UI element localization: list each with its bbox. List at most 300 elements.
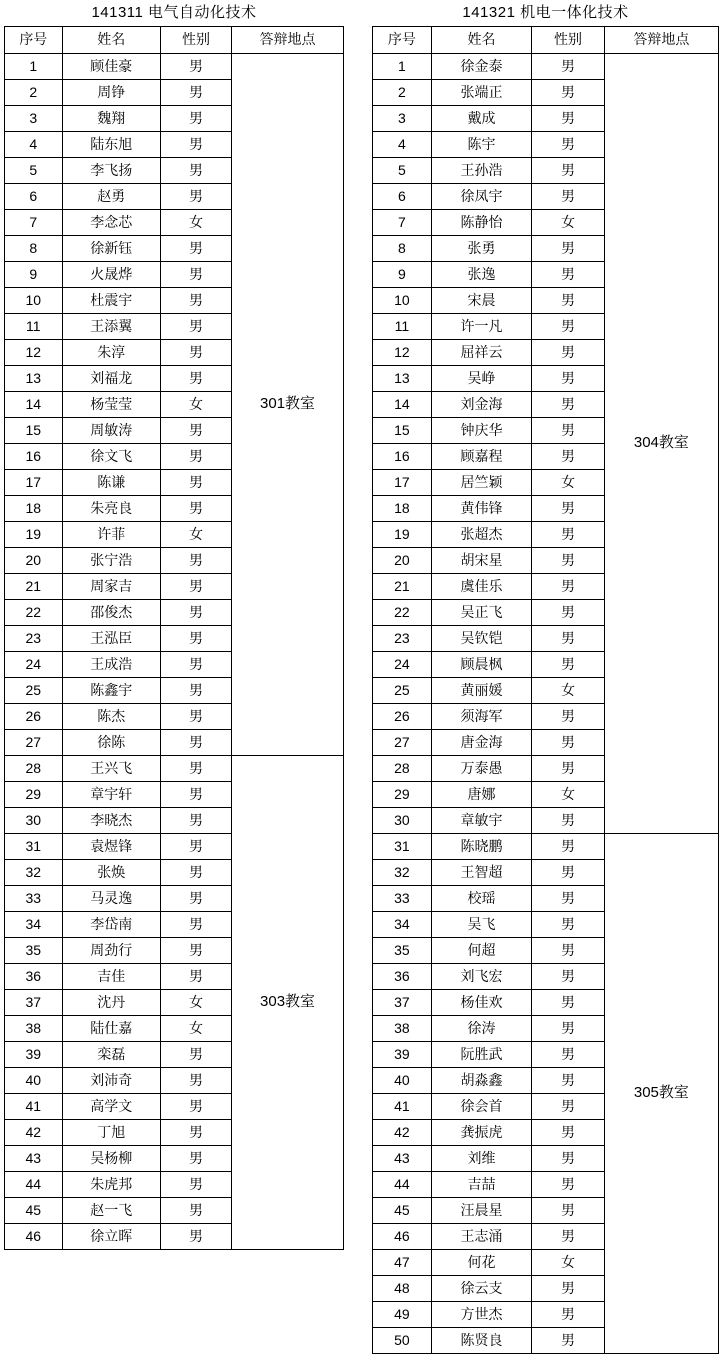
student-name: 杨莹莹 [62,392,160,418]
student-gender: 男 [160,418,231,444]
student-name: 何超 [431,938,531,964]
student-gender: 男 [160,366,231,392]
student-gender: 男 [160,782,231,808]
student-gender: 男 [160,548,231,574]
student-number: 25 [5,678,63,704]
student-number: 45 [5,1198,63,1224]
student-name: 徐金泰 [431,54,531,80]
student-name: 魏翔 [62,106,160,132]
student-name: 周铮 [62,80,160,106]
student-number: 13 [373,366,432,392]
student-number: 42 [5,1120,63,1146]
student-name: 刘福龙 [62,366,160,392]
student-number: 17 [5,470,63,496]
student-name: 唐金海 [431,730,531,756]
student-gender: 男 [532,1042,605,1068]
student-gender: 男 [160,756,231,782]
student-name: 张逸 [431,262,531,288]
table-row [373,834,719,860]
student-name: 徐会首 [431,1094,531,1120]
student-gender: 男 [160,834,231,860]
student-gender: 男 [160,1146,231,1172]
student-name: 陈杰 [62,704,160,730]
student-name: 胡宋星 [431,548,531,574]
student-number: 10 [5,288,63,314]
student-name: 徐涛 [431,1016,531,1042]
student-number: 8 [5,236,63,262]
student-gender: 男 [532,938,605,964]
student-gender: 男 [160,314,231,340]
student-gender: 男 [160,1224,231,1250]
student-gender: 男 [532,132,605,158]
student-number: 17 [373,470,432,496]
student-number: 30 [5,808,63,834]
student-name: 吴峥 [431,366,531,392]
student-number: 35 [373,938,432,964]
student-gender: 男 [160,184,231,210]
student-number: 36 [5,964,63,990]
column-header: 姓名 [62,27,160,54]
student-gender: 男 [532,184,605,210]
student-gender: 男 [532,54,605,80]
student-gender: 男 [160,1068,231,1094]
table-title: 141311 电气自动化技术 [91,3,257,21]
column-header: 姓名 [431,27,531,54]
student-number: 21 [5,574,63,600]
table-title-row [373,0,719,27]
student-name: 张超杰 [431,522,531,548]
student-gender: 男 [532,496,605,522]
student-gender: 男 [532,808,605,834]
student-gender: 女 [160,392,231,418]
student-number: 12 [5,340,63,366]
student-gender: 男 [532,886,605,912]
column-header: 性别 [160,27,231,54]
student-name: 虞佳乐 [431,574,531,600]
student-number: 9 [373,262,432,288]
student-number: 27 [373,730,432,756]
column-header: 答辩地点 [604,27,718,54]
student-number: 41 [5,1094,63,1120]
student-name: 王成浩 [62,652,160,678]
student-gender: 男 [160,1172,231,1198]
student-gender: 男 [532,626,605,652]
student-gender: 男 [532,834,605,860]
student-number: 11 [373,314,432,340]
student-name: 万泰愚 [431,756,531,782]
student-number: 43 [5,1146,63,1172]
student-gender: 男 [160,626,231,652]
student-gender: 女 [532,678,605,704]
student-gender: 男 [160,600,231,626]
student-gender: 男 [532,106,605,132]
student-gender: 男 [532,704,605,730]
student-name: 邵俊杰 [62,600,160,626]
student-number: 27 [5,730,63,756]
student-gender: 男 [532,600,605,626]
student-name: 张宁浩 [62,548,160,574]
student-number: 41 [373,1094,432,1120]
student-name: 栾磊 [62,1042,160,1068]
student-name: 杨佳欢 [431,990,531,1016]
student-name: 刘维 [431,1146,531,1172]
student-gender: 男 [532,1328,605,1354]
student-number: 45 [373,1198,432,1224]
student-gender: 男 [532,574,605,600]
student-gender: 男 [532,1068,605,1094]
student-number: 11 [5,314,63,340]
student-number: 26 [5,704,63,730]
student-name: 许一凡 [431,314,531,340]
student-name: 火晟烨 [62,262,160,288]
student-gender: 女 [532,210,605,236]
student-gender: 男 [532,262,605,288]
student-name: 刘金海 [431,392,531,418]
student-gender: 男 [160,288,231,314]
student-name: 李念芯 [62,210,160,236]
table-row [5,54,344,80]
student-name: 陈贤良 [431,1328,531,1354]
student-number: 32 [5,860,63,886]
table-body-right [373,0,719,1354]
student-number: 3 [5,106,63,132]
student-name: 李飞扬 [62,158,160,184]
student-number: 44 [373,1172,432,1198]
student-number: 8 [373,236,432,262]
student-gender: 男 [160,808,231,834]
student-number: 42 [373,1120,432,1146]
student-name: 袁煜锋 [62,834,160,860]
student-name: 陈鑫宇 [62,678,160,704]
student-name: 吴钦铠 [431,626,531,652]
student-number: 3 [373,106,432,132]
student-gender: 男 [160,444,231,470]
student-number: 1 [373,54,432,80]
student-name: 王添翼 [62,314,160,340]
student-name: 章宇轩 [62,782,160,808]
student-gender: 男 [160,1120,231,1146]
student-gender: 男 [532,730,605,756]
student-gender: 女 [160,1016,231,1042]
student-gender: 男 [532,1094,605,1120]
student-number: 14 [5,392,63,418]
student-number: 40 [373,1068,432,1094]
student-name: 胡淼鑫 [431,1068,531,1094]
student-gender: 女 [160,990,231,1016]
student-number: 21 [373,574,432,600]
student-gender: 男 [160,678,231,704]
student-name: 李岱南 [62,912,160,938]
student-name: 阮胜武 [431,1042,531,1068]
student-name: 朱亮良 [62,496,160,522]
student-name: 周敏涛 [62,418,160,444]
student-gender: 男 [160,652,231,678]
student-name: 周家吉 [62,574,160,600]
student-gender: 男 [160,964,231,990]
student-gender: 女 [532,470,605,496]
student-gender: 男 [160,1094,231,1120]
student-gender: 男 [532,1172,605,1198]
student-number: 33 [5,886,63,912]
column-header: 性别 [532,27,605,54]
student-number: 7 [5,210,63,236]
student-number: 48 [373,1276,432,1302]
student-name: 陈晓鹏 [431,834,531,860]
student-number: 43 [373,1146,432,1172]
table-row [373,54,719,80]
student-gender: 女 [160,522,231,548]
defense-table-141321 [372,0,719,1354]
student-number: 31 [5,834,63,860]
student-gender: 男 [532,548,605,574]
student-number: 2 [373,80,432,106]
student-gender: 男 [532,1198,605,1224]
student-name: 吴杨柳 [62,1146,160,1172]
student-gender: 女 [532,782,605,808]
student-gender: 男 [160,860,231,886]
student-number: 38 [373,1016,432,1042]
student-gender: 女 [532,1250,605,1276]
student-gender: 男 [160,106,231,132]
student-number: 49 [373,1302,432,1328]
student-number: 10 [373,288,432,314]
student-number: 13 [5,366,63,392]
student-name: 刘飞宏 [431,964,531,990]
student-gender: 男 [532,652,605,678]
student-number: 23 [5,626,63,652]
student-name: 许菲 [62,522,160,548]
student-number: 35 [5,938,63,964]
student-gender: 男 [160,262,231,288]
student-number: 24 [373,652,432,678]
student-number: 25 [373,678,432,704]
student-number: 29 [5,782,63,808]
student-gender: 男 [532,314,605,340]
student-name: 居竺颖 [431,470,531,496]
student-name: 高学文 [62,1094,160,1120]
student-gender: 男 [532,236,605,262]
student-number: 46 [373,1224,432,1250]
student-gender: 男 [532,80,605,106]
student-number: 15 [373,418,432,444]
student-name: 顾晨枫 [431,652,531,678]
student-name: 钟庆华 [431,418,531,444]
student-name: 徐新钰 [62,236,160,262]
student-name: 朱虎邦 [62,1172,160,1198]
student-number: 12 [373,340,432,366]
student-number: 37 [373,990,432,1016]
student-gender: 男 [160,132,231,158]
student-gender: 男 [532,964,605,990]
column-header: 答辩地点 [232,27,344,54]
student-number: 50 [373,1328,432,1354]
student-name: 吉喆 [431,1172,531,1198]
student-name: 方世杰 [431,1302,531,1328]
student-number: 20 [373,548,432,574]
student-name: 徐凤宇 [431,184,531,210]
student-gender: 男 [532,444,605,470]
student-number: 47 [373,1250,432,1276]
defense-room: 305教室 [604,834,718,1354]
defense-room: 303教室 [232,756,344,1250]
student-name: 黄丽媛 [431,678,531,704]
student-name: 汪晨星 [431,1198,531,1224]
student-number: 24 [5,652,63,678]
student-number: 7 [373,210,432,236]
student-gender: 男 [160,340,231,366]
student-name: 何花 [431,1250,531,1276]
student-name: 李晓杰 [62,808,160,834]
student-number: 18 [373,496,432,522]
student-gender: 男 [532,392,605,418]
student-number: 30 [373,808,432,834]
student-gender: 男 [532,1302,605,1328]
column-header: 序号 [5,27,63,54]
student-name: 章敏宇 [431,808,531,834]
student-gender: 男 [160,938,231,964]
student-gender: 男 [160,236,231,262]
student-number: 28 [373,756,432,782]
student-gender: 男 [532,756,605,782]
student-number: 32 [373,860,432,886]
student-number: 38 [5,1016,63,1042]
student-gender: 男 [160,80,231,106]
student-number: 4 [373,132,432,158]
student-name: 顾嘉程 [431,444,531,470]
student-name: 杜震宇 [62,288,160,314]
student-gender: 男 [532,418,605,444]
student-gender: 男 [532,288,605,314]
student-gender: 男 [160,158,231,184]
student-name: 朱淳 [62,340,160,366]
table-panel-left [4,0,344,1250]
student-gender: 男 [532,522,605,548]
student-number: 16 [5,444,63,470]
student-number: 15 [5,418,63,444]
student-number: 9 [5,262,63,288]
student-gender: 男 [160,704,231,730]
student-number: 33 [373,886,432,912]
student-number: 34 [5,912,63,938]
student-name: 张端正 [431,80,531,106]
student-number: 1 [5,54,63,80]
student-gender: 男 [160,54,231,80]
student-gender: 男 [532,366,605,392]
student-gender: 男 [160,912,231,938]
student-number: 44 [5,1172,63,1198]
student-name: 龚振虎 [431,1120,531,1146]
student-name: 徐文飞 [62,444,160,470]
student-number: 31 [373,834,432,860]
student-name: 赵勇 [62,184,160,210]
student-name: 陈宇 [431,132,531,158]
student-name: 徐立晖 [62,1224,160,1250]
student-name: 丁旭 [62,1120,160,1146]
table-row [5,756,344,782]
student-name: 张勇 [431,236,531,262]
student-name: 王兴飞 [62,756,160,782]
column-header: 序号 [373,27,432,54]
student-number: 19 [5,522,63,548]
student-name: 戴成 [431,106,531,132]
student-name: 黄伟锋 [431,496,531,522]
student-gender: 男 [532,1276,605,1302]
student-gender: 男 [532,1016,605,1042]
student-number: 34 [373,912,432,938]
student-name: 张焕 [62,860,160,886]
student-name: 王志涌 [431,1224,531,1250]
student-gender: 女 [160,210,231,236]
student-name: 吉佳 [62,964,160,990]
student-gender: 男 [532,860,605,886]
student-number: 23 [373,626,432,652]
student-gender: 男 [160,574,231,600]
student-name: 陈谦 [62,470,160,496]
student-gender: 男 [160,496,231,522]
student-name: 校瑶 [431,886,531,912]
student-name: 屈祥云 [431,340,531,366]
student-gender: 男 [532,1224,605,1250]
student-number: 6 [373,184,432,210]
student-number: 5 [373,158,432,184]
student-name: 徐云支 [431,1276,531,1302]
student-number: 20 [5,548,63,574]
table-title: 141321 机电一体化技术 [462,3,629,21]
student-name: 陆仕嘉 [62,1016,160,1042]
student-gender: 男 [532,912,605,938]
student-name: 王泓臣 [62,626,160,652]
student-name: 赵一飞 [62,1198,160,1224]
student-number: 28 [5,756,63,782]
student-name: 王智超 [431,860,531,886]
student-gender: 男 [160,470,231,496]
student-number: 18 [5,496,63,522]
student-name: 刘沛奇 [62,1068,160,1094]
student-name: 陈静怡 [431,210,531,236]
student-name: 唐娜 [431,782,531,808]
student-name: 陆东旭 [62,132,160,158]
student-number: 37 [5,990,63,1016]
student-number: 39 [5,1042,63,1068]
student-gender: 男 [160,1198,231,1224]
table-panel-right [372,0,719,1354]
student-name: 顾佳豪 [62,54,160,80]
student-gender: 男 [532,1120,605,1146]
student-number: 16 [373,444,432,470]
student-number: 22 [373,600,432,626]
student-number: 40 [5,1068,63,1094]
student-number: 5 [5,158,63,184]
student-number: 14 [373,392,432,418]
table-title-row [5,0,344,27]
table-header-row [5,27,344,54]
student-gender: 男 [160,886,231,912]
student-name: 徐陈 [62,730,160,756]
student-name: 吴正飞 [431,600,531,626]
table-body-left [5,0,344,1250]
student-number: 29 [373,782,432,808]
defense-room: 304教室 [604,54,718,834]
student-name: 须海军 [431,704,531,730]
student-name: 宋晨 [431,288,531,314]
student-gender: 男 [532,158,605,184]
student-number: 39 [373,1042,432,1068]
table-header-row [373,27,719,54]
student-number: 26 [373,704,432,730]
student-gender: 男 [532,1146,605,1172]
student-name: 王孙浩 [431,158,531,184]
student-gender: 男 [532,990,605,1016]
